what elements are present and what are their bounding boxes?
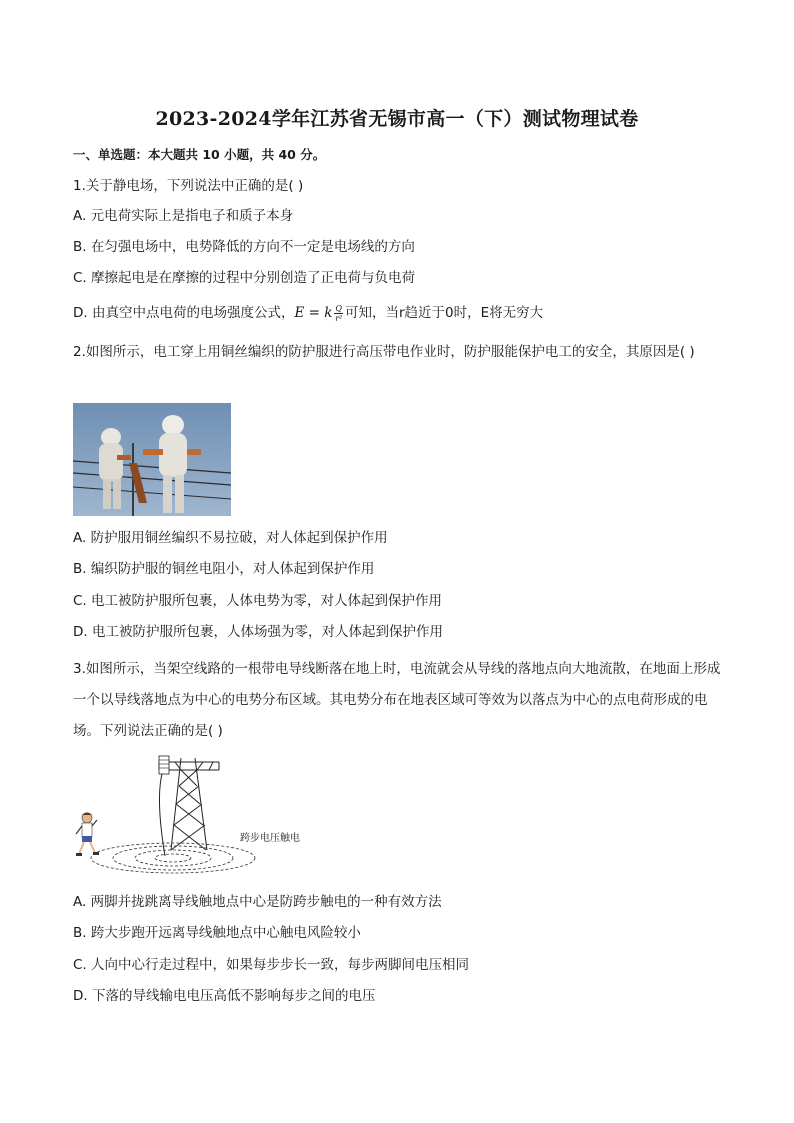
q1-option-c: C. 摩擦起电是在摩擦的过程中分别创造了正电荷与负电荷 xyxy=(73,270,416,286)
q1-option-a: A. 元电荷实际上是指电子和质子本身 xyxy=(73,208,294,224)
formula-fraction: $\frac{Q}{\text{r²}}$ xyxy=(335,304,343,323)
q3-option-b: B. 跨大步跑开远离导线触地点中心触电风险较小 xyxy=(73,925,361,941)
q2-option-d: D. 电工被防护服所包裹，人体场强为零，对人体起到保护作用 xyxy=(73,624,443,640)
q1-option-b: B. 在匀强电场中，电势降低的方向不一定是电场线的方向 xyxy=(73,239,415,255)
q1-option-d-conclusion: 可知，当r趋近于0时，E将无穷大 xyxy=(344,305,544,321)
diagram-label: 跨步电压触电 xyxy=(240,833,300,844)
q1-option-d-text: D. 由真空中点电荷的电场强度公式， xyxy=(73,305,295,321)
q3-option-c: C. 人向中心行走过程中，如果每步步长一致，每步两脚间电压相同 xyxy=(73,957,470,973)
q2-option-a: A. 防护服用铜丝编织不易拉破，对人体起到保护作用 xyxy=(73,530,388,546)
q2-option-c: C. 电工被防护服所包裹，人体电势为零，对人体起到保护作用 xyxy=(73,593,443,609)
q2-option-b: B. 编织防护服的铜丝电阻小，对人体起到保护作用 xyxy=(73,561,375,577)
q3-stem: 3.如图所示，当架空线路的一根带电导线断落在地上时，电流就会从导线的落地点向大地流散，在地面上形成一个以导线落地点为中心的电势分布区域。其电势分布在地表区域可等效为以落点为中心的点电荷形成的电场。下列说法正确的是( ) xyxy=(73,661,721,739)
coulomb-field-formula: E = k $\frac{Q}{\text{r²}}$ xyxy=(294,304,343,323)
q3-option-d: D. 下落的导线输电电压高低不影响每步之间的电压 xyxy=(73,988,376,1004)
electrician-photo xyxy=(73,403,231,516)
q2-stem: 2.如图所示，电工穿上用铜丝编织的防护服进行高压带电作业时，防护服能保护电工的安全，其原因是( ) xyxy=(73,344,695,360)
exam-title: 2023-2024学年江苏省无锡市高一（下）测试物理试卷 xyxy=(155,108,639,130)
q1-option-d xyxy=(73,304,543,323)
q1-stem: 1.关于静电场，下列说法中正确的是( ) xyxy=(73,178,304,194)
section-heading: 一、单选题：本大题共 10 小题，共 40 分。 xyxy=(73,147,326,162)
q3-option-a: A. 两脚并拢跳离导线触地点中心是防跨步触电的一种有效方法 xyxy=(73,894,442,910)
step-voltage-diagram xyxy=(73,750,333,875)
